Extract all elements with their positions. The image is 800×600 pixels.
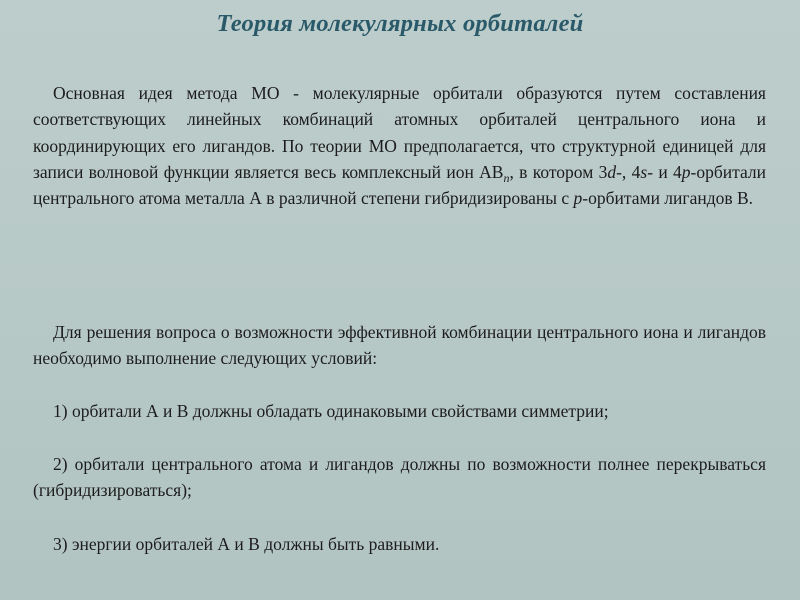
p1-text-4: - и 4 bbox=[647, 161, 682, 182]
p1-text-5: -орбитали центрального атома металла А в различной степени гибридизированы с bbox=[33, 161, 767, 209]
p1-text-2: , в котором 3 bbox=[509, 161, 608, 182]
slide-title: Теория молекулярных орбиталей bbox=[216, 10, 584, 37]
paragraph-main-idea bbox=[33, 80, 766, 211]
p1-text-3: -, 4 bbox=[616, 161, 641, 182]
p1-s: s bbox=[640, 161, 648, 182]
p1-text-6: -орбитами лигандов В. bbox=[582, 188, 754, 209]
p1-p2: p bbox=[573, 188, 583, 209]
condition-1: 1) орбитали А и В должны обладать одинаковыми свойствами симметрии; bbox=[53, 401, 609, 421]
condition-3: 3) энергии орбиталей А и В должны быть равными. bbox=[53, 534, 440, 554]
p1-d: d bbox=[607, 161, 617, 182]
condition-2: 2) орбитали центрального атома и лигандов должны по возможности полнее перекрываться (гибридизироваться); bbox=[33, 454, 766, 501]
p1-p: p bbox=[681, 161, 691, 182]
p1-subscript-n: n bbox=[503, 170, 510, 185]
p1-text-1: Основная идея метода МО - молекулярные орбитали образуются путем составления соответствующих линейных комбинаций атомных орбиталей центрального иона и координирующих его лигандов. По теории МО предполагается, что структурной единицей для записи волновой функции является весь комплексный ион АВ bbox=[33, 83, 766, 182]
paragraph-conditions-intro: Для решения вопроса о возможности эффективной комбинации центрального иона и лигандов необходимо выполнение следующих условий: bbox=[33, 322, 766, 369]
